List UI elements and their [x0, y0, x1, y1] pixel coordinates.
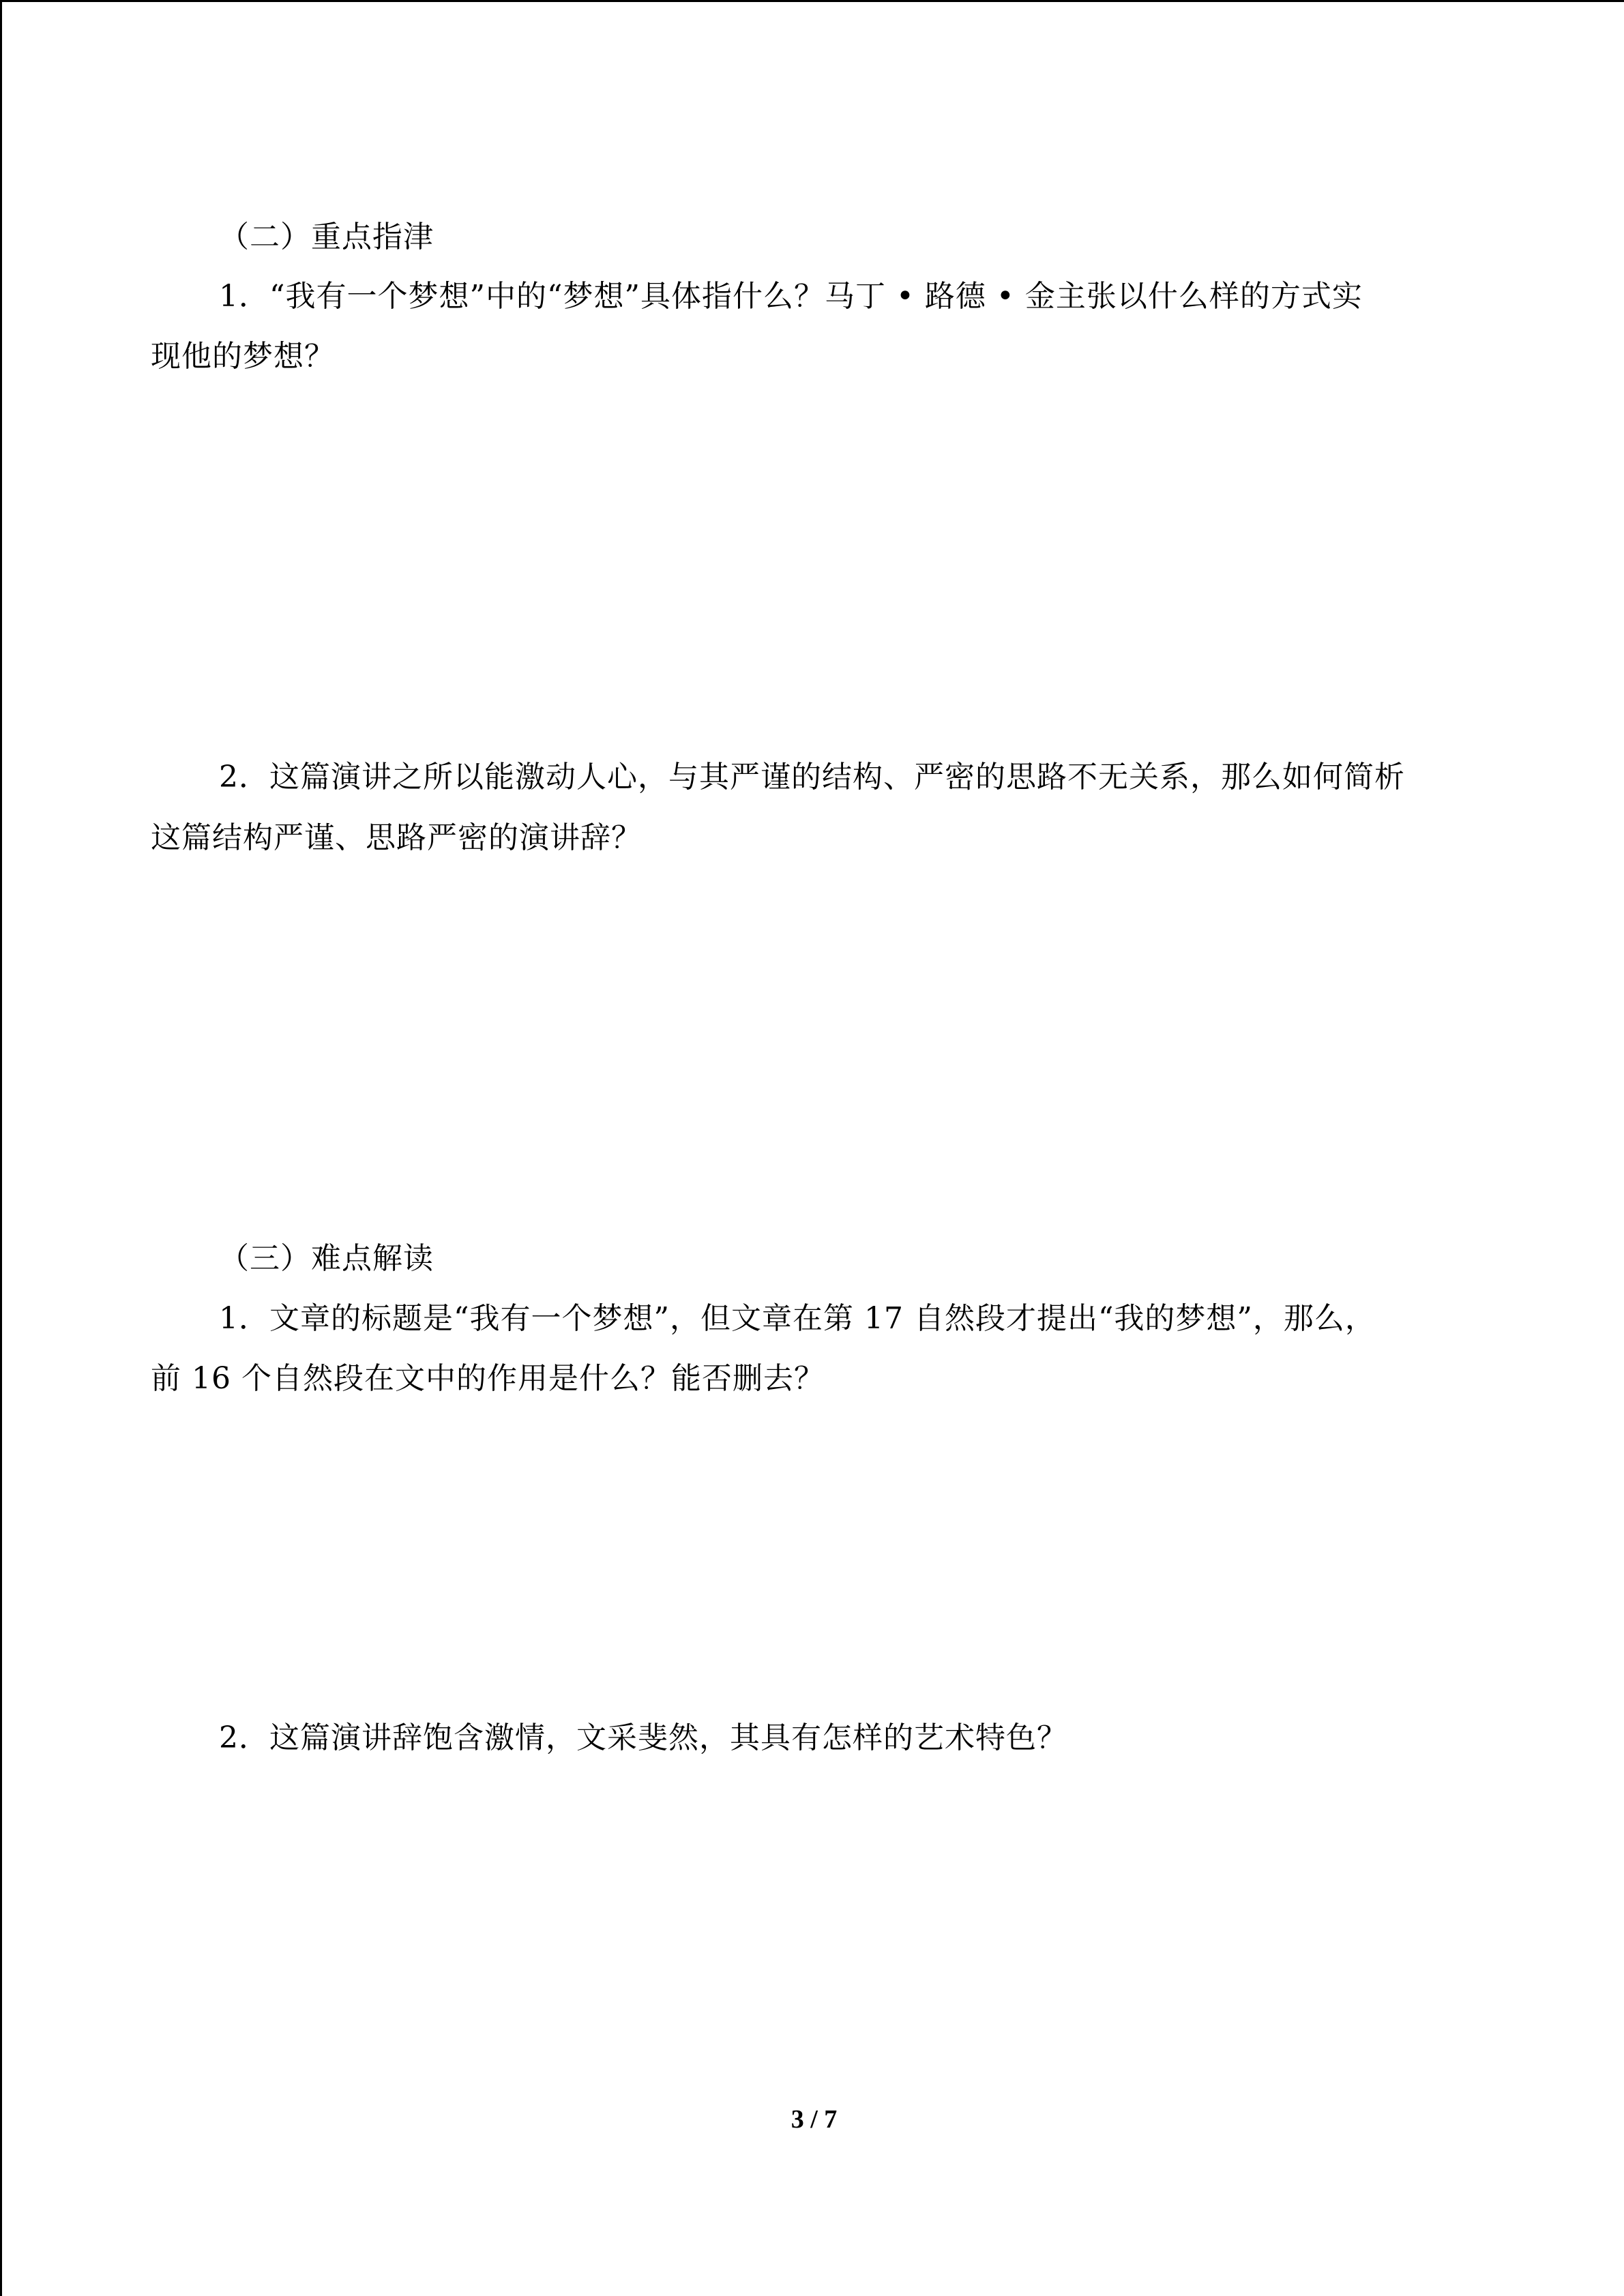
- question-1-line-1: 1．“我有一个梦想”中的“梦想”具体指什么？马丁 • 路德 • 金主张以什么样的方式实: [219, 279, 1363, 314]
- section-heading-difficult-points: （三）难点解读: [219, 1241, 434, 1276]
- difficult-question-1-line-1: 1．文章的标题是“我有一个梦想”，但文章在第 17 自然段才提出“我的梦想”，那么，: [219, 1301, 1376, 1336]
- page-number: 3 / 7: [791, 2105, 838, 2134]
- question-1-line-2: 现他的梦想？: [151, 339, 335, 374]
- question-2-line-2: 这篇结构严谨、思路严密的演讲辞？: [151, 820, 642, 855]
- question-2-line-1: 2．这篇演讲之所以能激动人心，与其严谨的结构、严密的思路不无关系，那么如何简析: [219, 760, 1405, 794]
- section-heading-key-points: （二）重点指津: [219, 220, 434, 254]
- difficult-question-1-line-2: 前 16 个自然段在文中的作用是什么？能否删去？: [151, 1361, 825, 1396]
- difficult-question-2-line-1: 2．这篇演讲辞饱含激情，文采斐然，其具有怎样的艺术特色？: [219, 1720, 1067, 1755]
